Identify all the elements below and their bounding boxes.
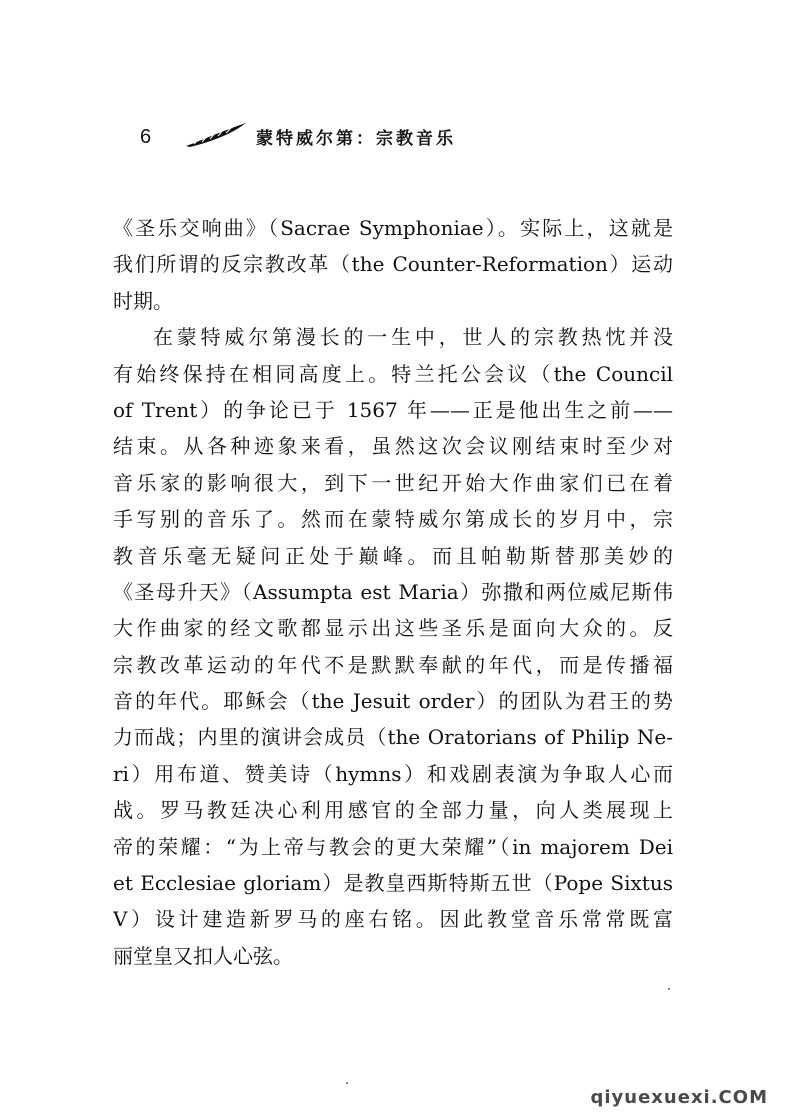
text-line: 结束。从各种迹象来看，虽然这次会议刚结束时至少对 [113, 434, 673, 459]
text-line: 有始终保持在相同高度上。特兰托公会议（the Council [113, 361, 673, 386]
text-line: 我们所谓的反宗教改革（the Counter-Reformation）运动 [113, 252, 673, 277]
text-line: 手写别的音乐了。然而在蒙特威尔第成长的岁月中，宗 [113, 507, 673, 532]
page-number: 6 [140, 126, 152, 148]
watermark: qiyuexuexi.COM [590, 1087, 768, 1108]
text-line: 战。罗马教廷决心利用感官的全部力量，向人类展现上 [113, 798, 673, 823]
scan-speck [668, 988, 670, 990]
text-line: 在蒙特威尔第漫长的一生中，世人的宗教热忱并没 [153, 325, 673, 350]
text-line: 丽堂皇又扣人心弦。 [113, 943, 293, 968]
text-line: V）设计建造新罗马的座右铭。因此教堂音乐常常既富 [113, 907, 673, 932]
text-line: 教音乐毫无疑问正处于巅峰。而且帕勒斯替那美妙的 [113, 543, 673, 568]
text-line: 宗教改革运动的年代不是默默奉献的年代，而是传播福 [113, 652, 673, 677]
text-line: 音乐家的影响很大，到下一世纪开始大作曲家们已在着 [113, 470, 673, 495]
text-line: 《圣乐交响曲》（Sacrae Symphoniae）。实际上，这就是 [113, 216, 673, 240]
text-line: ri）用布道、赞美诗（hymns）和戏剧表演为争取人心而 [113, 761, 673, 786]
text-line: 音的年代。耶稣会（the Jesuit order）的团队为君王的势 [113, 689, 673, 714]
scan-speck [346, 1082, 348, 1084]
text-line: 帝的荣耀：“为上帝与教会的更大荣耀”（in majorem Dei [113, 834, 673, 859]
quill-pen-icon [184, 120, 248, 150]
text-line: 大作曲家的经文歌都显示出这些圣乐是面向大众的。反 [113, 616, 673, 641]
text-line: 《圣母升天》（Assumpta est Maria）弥撒和两位威尼斯伟 [113, 579, 673, 604]
text-line: 力而战；内里的演讲会成员（the Oratorians of Philip Ne- [113, 725, 673, 750]
page-header [140, 118, 620, 154]
body-text [113, 210, 673, 974]
text-line: 时期。 [113, 288, 173, 313]
text-line: of Trent）的争论已于 1567 年——正是他出生之前—— [113, 397, 673, 422]
text-line: et Ecclesiae gloriam）是教皇西斯特斯五世（Pope Sixtus [113, 871, 673, 896]
running-title: 蒙特威尔第：宗教音乐 [256, 129, 456, 149]
